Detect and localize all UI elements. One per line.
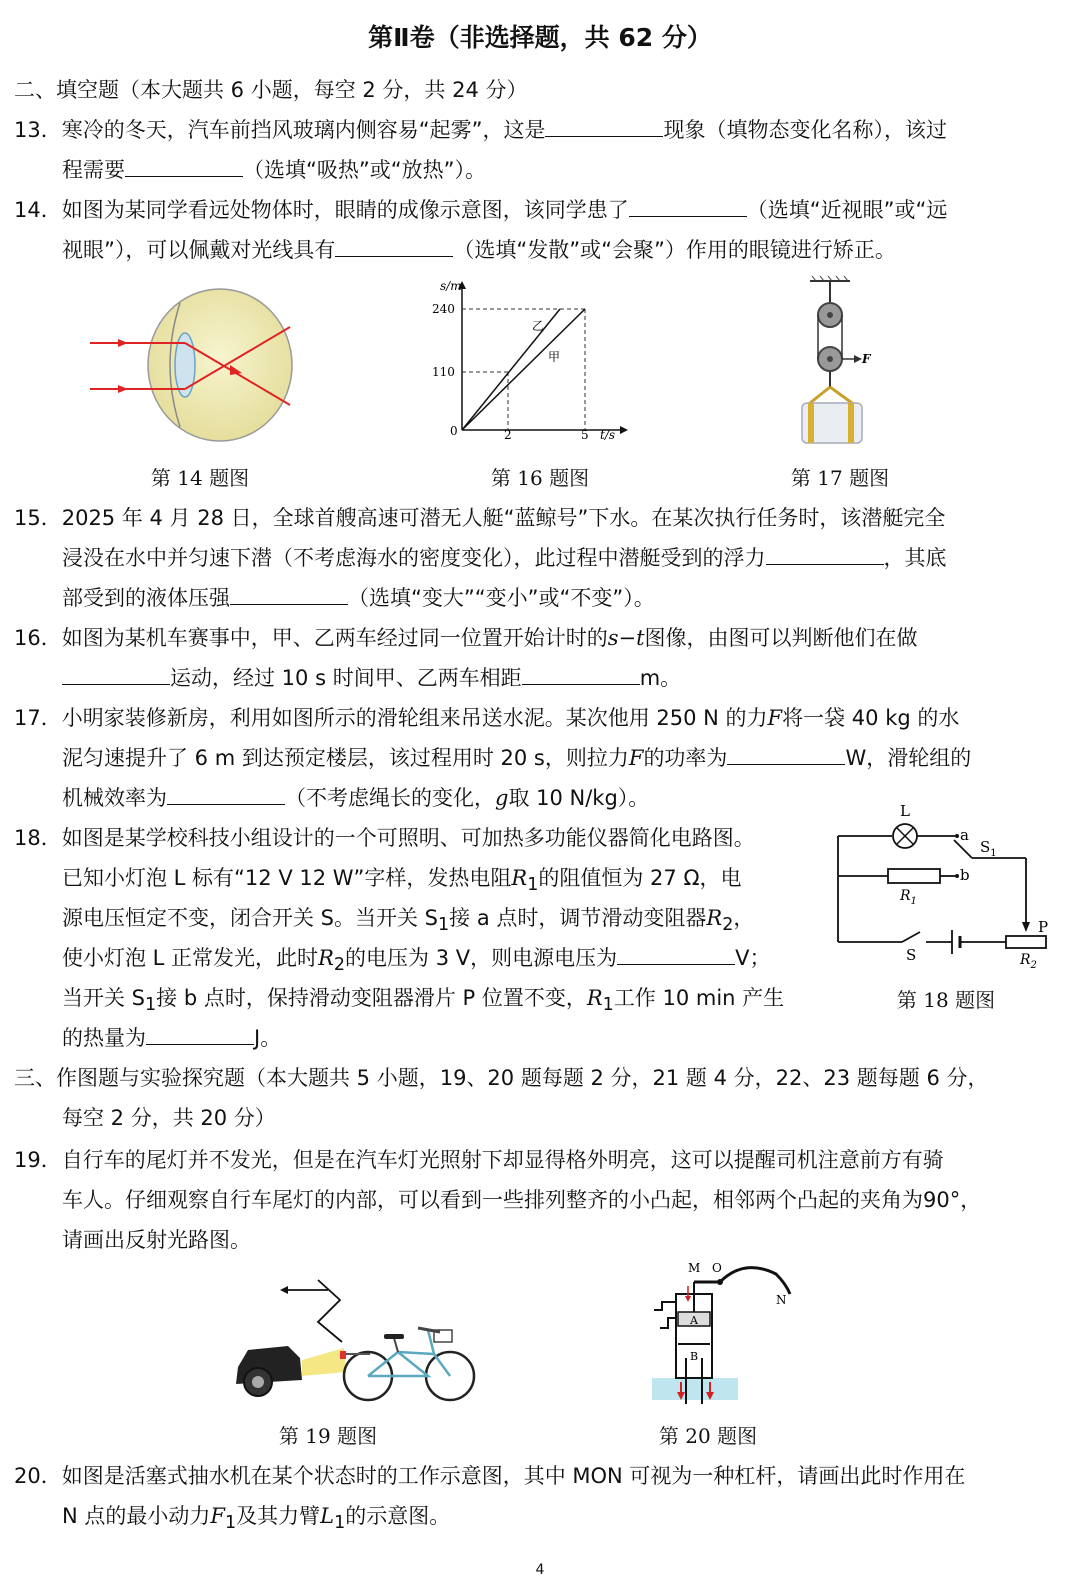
fig18-label-a: a [960, 826, 969, 844]
fig18-label-R2: $R_2$ [1020, 952, 1037, 970]
q13-line2: 程需要 （选填“吸热”或“放热”）。 [62, 158, 487, 182]
q18-line1: 18．如图是某学校科技小组设计的一个可照明、可加热多功能仪器简化电路图。 [14, 826, 755, 850]
fig16-label-jia: 甲 [548, 350, 561, 364]
fig16-caption: 第 16 题图 [490, 466, 590, 490]
fig18-caption: 第 18 题图 [896, 988, 996, 1012]
fig20-label-M: M [688, 1261, 701, 1275]
section-fill-heading: 二、填空题（本大题共 6 小题，每空 2 分，共 24 分） [14, 78, 528, 102]
fig18-label-P: P [1038, 918, 1049, 936]
fig16-label-yi: 乙 [532, 319, 545, 333]
q17-line1: 17．小明家装修新房，利用如图所示的滑轮组来吊送水泥。某次他用 250 N 的力F将一袋 40 kg 的水 [14, 706, 960, 730]
fig17-caption: 第 17 题图 [790, 466, 890, 490]
q18-blank1[interactable] [617, 946, 735, 965]
q20-line1: 20．如图是活塞式抽水机在某个状态时的工作示意图，其中 MON 可视为一种杠杆，请画出此时作用在 [14, 1464, 966, 1488]
fig18-label-L: L [900, 802, 910, 820]
q17-line3: 机械效率为 （不考虑绳长的变化，g取 10 N/kg）。 [62, 786, 650, 810]
fig20-caption: 第 20 题图 [658, 1424, 758, 1448]
q18-line6: 的热量为 J。 [62, 1026, 282, 1050]
q18-line5: 当开关 $S_1$接 b 点时，保持滑动变阻器滑片 P 位置不变，$R_1$工作 10 min 产生 [62, 986, 785, 1016]
q20-line2: N 点的最小动力$F_1$及其力臂$L_1$的示意图。 [62, 1504, 451, 1534]
fig16-y240: 240 [432, 302, 455, 316]
q14-line2: 视眼”），可以佩戴对光线具有 （选填“发散”或“会聚”）作用的眼镜进行矫正。 [62, 238, 896, 262]
q13-line1: 13．寒冷的冬天，汽车前挡风玻璃内侧容易“起雾”，这是 现象（填物态变化名称），该过 [14, 118, 947, 142]
fig16-xlabel: t/s [600, 428, 616, 442]
fig14-caption: 第 14 题图 [150, 466, 250, 490]
fig16-x5: 5 [581, 428, 589, 442]
q18-line3: 源电压恒定不变，闭合开关 S。当开关 $S_1$接 a 点时，调节滑动变阻器$R_2$， [62, 906, 755, 936]
q14-blank1[interactable] [629, 198, 747, 217]
fig16-origin: 0 [450, 424, 458, 438]
q14-blank2[interactable] [335, 238, 453, 257]
fig18-label-R1: $R_1$ [900, 888, 917, 907]
section-draw-heading-1: 三、作图题与实验探究题（本大题共 5 小题，19、20 题每题 2 分，21 题 4 分，22、23 题每题 6 分， [14, 1066, 989, 1090]
section-draw-heading-2: 每空 2 分，共 20 分） [62, 1106, 276, 1130]
fig16-y110: 110 [432, 365, 455, 379]
page-number: 4 [535, 1562, 545, 1578]
fig18-circuit-diagram [830, 800, 1055, 970]
fig14-eye-diagram [80, 285, 310, 450]
fig20-label-O: O [712, 1261, 722, 1275]
q19-line1: 19．自行车的尾灯并不发光，但是在汽车灯光照射下却显得格外明亮，这可以提醒司机注意前方有骑 [14, 1148, 944, 1172]
q17-line2: 泥匀速提升了 6 m 到达预定楼层，该过程用时 20 s，则拉力F的功率为 W，滑轮组的 [62, 746, 972, 770]
fig17-pulley-diagram [790, 275, 890, 447]
fig18-label-S1: $S_1$ [980, 838, 997, 859]
fig16-st-graph [420, 275, 630, 445]
q17-blank2[interactable] [167, 786, 285, 805]
section-title: 第Ⅱ卷（非选择题，共 62 分） [368, 23, 712, 52]
q15-line1: 15．2025 年 4 月 28 日，全球首艘高速可潜无人艇“蓝鲸号”下水。在某次执行任务时，该潜艇完全 [14, 506, 946, 530]
q16-line1: 16．如图为某机车赛事中，甲、乙两车经过同一位置开始计时的s−t图像，由图可以判断他们在做 [14, 626, 918, 650]
q13-blank1[interactable] [545, 118, 663, 137]
q16-blank2[interactable] [522, 666, 640, 685]
q13-blank2[interactable] [125, 158, 243, 177]
q19-line2: 车人。仔细观察自行车尾灯的内部，可以看到一些排列整齐的小凸起，相邻两个凸起的夹角为90°， [62, 1188, 982, 1212]
q16-line2: 运动，经过 10 s 时间甲、乙两车相距 m。 [62, 662, 1080, 692]
q15-blank1[interactable] [766, 546, 884, 565]
q15-blank2[interactable] [230, 586, 348, 605]
fig20-label-A: A [690, 1314, 698, 1327]
fig19-bicycle-diagram [228, 1272, 488, 1414]
q16-blank1[interactable] [62, 666, 170, 685]
q18-blank2[interactable] [146, 1026, 254, 1045]
fig17-label-F: F [862, 352, 871, 366]
fig20-label-B: B [690, 1350, 699, 1363]
fig20-label-N: N [776, 1293, 787, 1307]
q18-line2: 已知小灯泡 L 标有“12 V 12 W”字样，发热电阻$R_1$的阻值恒为 27 Ω，电 [62, 866, 742, 896]
q15-line2: 浸没在水中并匀速下潜（不考虑海水的密度变化），此过程中潜艇受到的浮力 ，其底 [62, 546, 947, 570]
q18-line4: 使小灯泡 L 正常发光，此时$R_2$的电压为 3 V，则电源电压为 V； [62, 946, 771, 976]
q15-line3: 部受到的液体压强 （选填“变大”“变小”或“不变”）。 [62, 586, 655, 610]
fig19-caption: 第 19 题图 [278, 1424, 378, 1448]
fig16-ylabel: s/m [440, 279, 462, 293]
q14-line1: 14．如图为某同学看远处物体时，眼睛的成像示意图，该同学患了 （选填“近视眼”或“远 [14, 198, 948, 222]
fig20-pump-diagram [640, 1258, 800, 1410]
q17-blank1[interactable] [727, 746, 845, 765]
fig18-label-S: S [906, 946, 917, 964]
fig16-x2: 2 [504, 428, 512, 442]
fig18-label-b: b [960, 866, 970, 884]
q19-line3: 请画出反射光路图。 [62, 1228, 251, 1252]
